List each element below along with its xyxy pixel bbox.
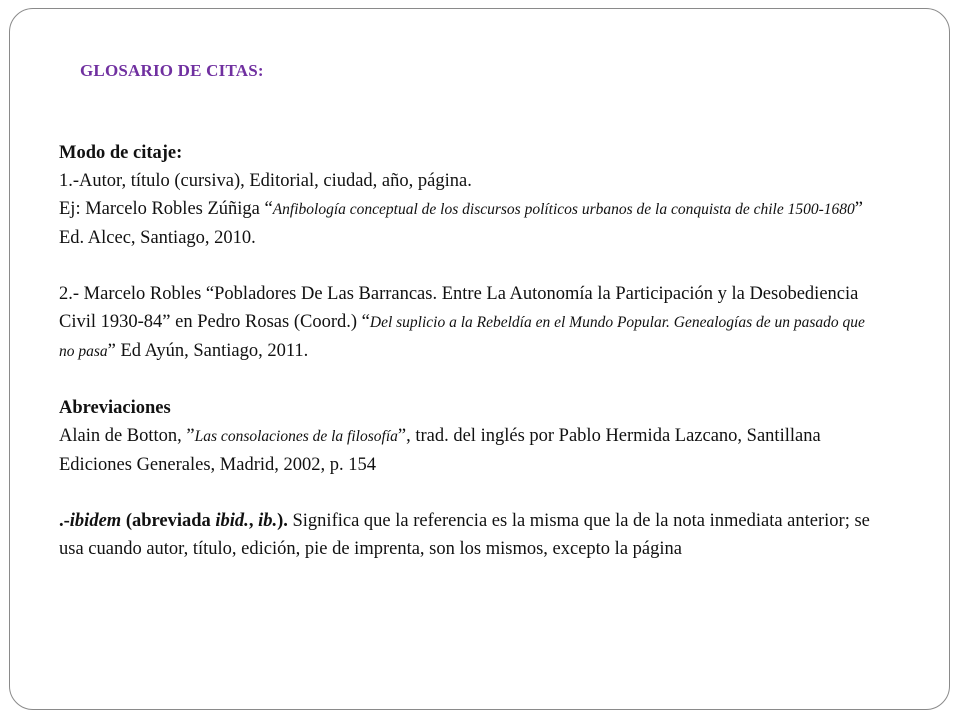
example-1-prefix: Ej: Marcelo Robles Zúñiga “ — [59, 199, 273, 219]
ibidem-abbr-close: ). — [277, 511, 288, 531]
ibidem-abbr-open: (abreviada — [121, 511, 216, 531]
citation-example-1 — [59, 195, 879, 252]
citation-format-line: 1.-Autor, título (cursiva), Editorial, ciudad, año, página. — [59, 171, 472, 191]
ibidem-abbr-1: ibid. — [215, 511, 249, 531]
example-2-suffix: ” Ed Ayún, Santiago, 2011. — [107, 341, 309, 361]
abbr-example-title: Las consolaciones de la filosofía — [194, 428, 398, 445]
abbreviations-heading: Abreviaciones — [59, 398, 171, 418]
ibidem-explanation: Significa que la referencia es la misma que la de la nota inmediata anterior; se usa cuando autor, título, edición, pie de imprenta, son los mismos, excepto la página — [59, 511, 870, 559]
citation-mode-heading: Modo de citaje: — [59, 143, 183, 163]
ibidem-abbr-sep: , — [248, 511, 259, 531]
ibidem-bullet: .- — [59, 511, 70, 531]
ibidem-term: ibidem — [69, 511, 122, 531]
example-1-title: Anfibología conceptual de los discursos políticos urbanos de la conquista de chile 1500-1680 — [272, 201, 855, 218]
example-2-title: Del suplicio a la Rebeldía en el Mundo Popular. Genealogías de un pasado que no pasa — [59, 314, 865, 360]
example-2-prefix: 2.- Marcelo Robles “Pobladores De Las Barrancas. Entre La Autonomía la Participación y la Desobediencia Civil 1930-84” en Pedro Rosas (Coord.) “ — [59, 284, 859, 332]
glossary-body — [59, 139, 879, 563]
abbr-example-prefix: Alain de Botton, ” — [59, 426, 195, 446]
ibidem-definition — [59, 507, 879, 563]
ibidem-abbr-2: ib. — [258, 511, 278, 531]
example-1-suffix: ” Ed. Alcec, Santiago, 2010. — [59, 199, 863, 248]
abbr-example-suffix: ”, trad. del inglés por Pablo Hermida Lazcano, Santillana Ediciones Generales, Madrid, 2002, p. 154 — [59, 426, 821, 475]
citation-example-2 — [59, 280, 879, 366]
abbreviations-example — [59, 422, 879, 479]
page-title: GLOSARIO DE CITAS: — [80, 61, 264, 80]
